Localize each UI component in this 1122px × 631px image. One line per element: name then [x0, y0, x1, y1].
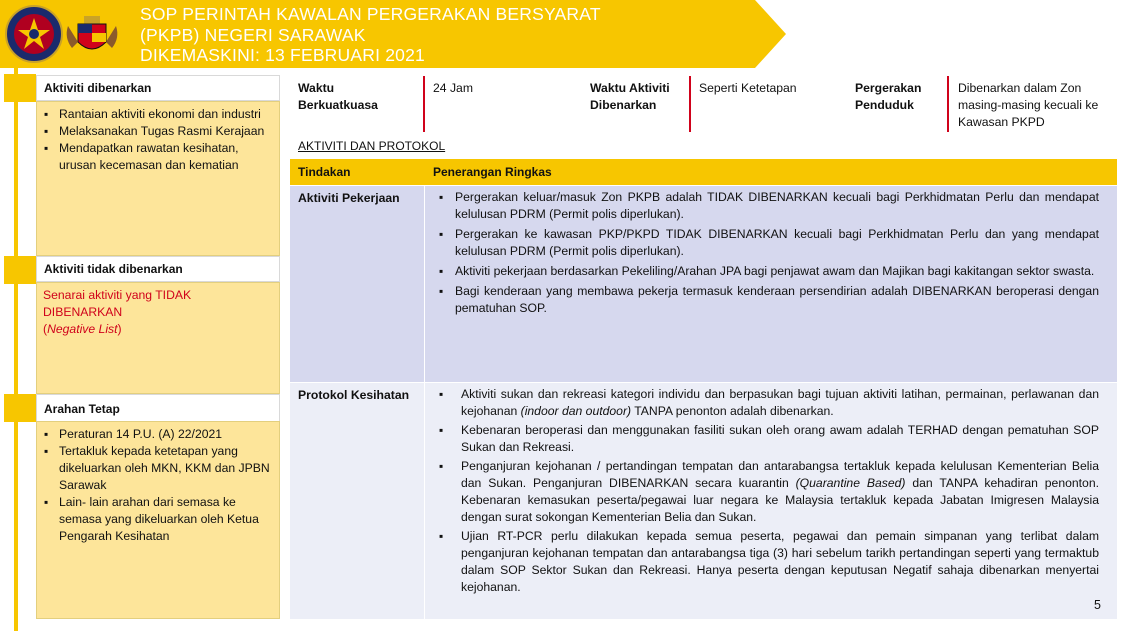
police-crest-icon	[4, 4, 64, 64]
list-item: ▪ Tertakluk kepada ketetapan yang dikeluarkan oleh MKN, KKM dan JPBN Sarawak	[43, 443, 271, 494]
allowed-list	[43, 106, 271, 174]
activity-time-label: Waktu Aktiviti Dibenarkan	[590, 81, 670, 112]
list-item: ▪ Peraturan 14 P.U. (A) 22/2021	[43, 426, 271, 443]
malaysia-coat-of-arms-icon	[62, 4, 122, 64]
not-allowed-heading: Aktiviti tidak dibenarkan	[36, 256, 280, 282]
page-number: 5	[1094, 598, 1101, 612]
row-description	[425, 383, 1117, 619]
section-title: AKTIVITI DAN PROTOKOL	[298, 139, 446, 153]
item-text: Penganjuran kejohanan / pertandingan tempatan dan antarabangsa tertakluk kepada kelulusan Kementerian Belia dan Sukan. Penganjuran DIBENARKAN secara kuarantin	[461, 459, 1099, 490]
movement-label: Pergerakan Penduduk	[855, 81, 922, 112]
standing-orders-heading: Arahan Tetap	[36, 394, 280, 422]
allowed-panel	[36, 101, 280, 256]
row-description	[425, 186, 1117, 382]
title-line-1: SOP PERINTAH KAWALAN PERGERAKAN BERSYARAT	[140, 4, 601, 24]
list-item	[437, 386, 1099, 420]
list-item	[437, 458, 1099, 526]
list-item: ▪ Melaksanakan Tugas Rasmi Kerajaan	[43, 123, 271, 140]
item-text: dan TANPA kehadiran penonton. Kebenaran kemasukan peserta/pegawai luar negara ke Malaysia tertakluk kepada Jabatan Imigresen Malaysia dengan surat sokongan Kementerian Belia dan Sukan.	[461, 476, 1099, 524]
list-item: ▪ Kebenaran beroperasi dan menggunakan fasiliti sukan oleh orang awam adalah TERHAD dengan pematuhan SOP Sukan dan Rekreasi.	[437, 422, 1099, 456]
activity-time-value: Seperti Ketetapan	[699, 81, 797, 95]
list-item: ▪ Lain- lain arahan dari semasa ke semasa yang dikeluarkan oleh Ketua Pengarah Kesihatan	[43, 494, 271, 545]
list-item: ▪ Rantaian aktiviti ekonomi dan industri	[43, 106, 271, 123]
negative-list-paren-open: (	[43, 322, 48, 336]
list-item: ▪ Pergerakan ke kawasan PKP/PKPD TIDAK DIBENARKAN kecuali bagi Perkhidmatan Perlu dan yang mendapat kelulusan PDRM (Permit polis diperlukan).	[437, 226, 1099, 260]
page-title	[140, 4, 760, 66]
list-item: ▪ Pergerakan keluar/masuk Zon PKPB adalah TIDAK DIBENARKAN kecuali bagi Perkhidmatan Perlu dan mendapat kelulusan PDRM (Permit polis diperlukan).	[437, 189, 1099, 223]
section-marker-allowed	[4, 74, 36, 102]
list-item: ▪ Aktiviti pekerjaan berdasarkan Pekeliling/Arahan JPA bagi penjawat awam dan Majikan bagi kakitangan sektor swasta.	[437, 263, 1099, 280]
negative-list-italic: Negative List	[47, 322, 118, 336]
column-header-action: Tindakan	[298, 165, 351, 179]
title-line-3: DIKEMASKINI: 13 FEBRUARI 2021	[140, 45, 425, 65]
table-row	[290, 186, 1117, 382]
movement-value: Dibenarkan dalam Zon masing-masing kecuali ke Kawasan PKPD	[958, 81, 1099, 129]
table-row	[290, 383, 1117, 619]
not-allowed-panel	[36, 282, 280, 394]
separator-1	[423, 76, 425, 132]
effective-value: 24 Jam	[433, 81, 473, 95]
item-italic: (indoor dan outdoor)	[520, 404, 632, 418]
item-italic: (Quarantine Based)	[795, 476, 906, 490]
left-stripe	[14, 68, 18, 631]
negative-list-text: Senarai aktiviti yang TIDAK DIBENARKAN	[43, 288, 192, 319]
negative-list-paren-close: )	[117, 322, 122, 336]
list-item: ▪ Mendapatkan rawatan kesihatan, urusan kecemasan dan kematian	[43, 140, 271, 174]
column-header-description: Penerangan Ringkas	[433, 165, 552, 179]
row-label-health-protocol: Protokol Kesihatan	[290, 383, 424, 619]
section-marker-not-allowed	[4, 256, 36, 284]
effective-label: Waktu Berkuatkuasa	[298, 81, 378, 112]
item-text: Aktiviti sukan dan rekreasi kategori individu dan berpasukan bagi tujuan aktiviti latihan, permainan, perlawanan dan kejohanan	[461, 387, 1099, 418]
list-item: ▪ Ujian RT-PCR perlu dilakukan kepada semua peserta, pegawai dan pemain simpanan yang terlibat dalam penganjuran kejohanan tempatan dan antarabangsa tiga (3) hari sebelum tarikh pertandingan seperti yang termaktub dalam SOP Sektor Sukan dan Rekreasi. Hanya peserta dengan keputusan Negatif sahaja dibenarkan menyertai kejohanan.	[437, 528, 1099, 596]
separator-2	[689, 76, 691, 132]
title-line-2: (PKPB) NEGERI SARAWAK	[140, 24, 366, 45]
standing-orders-list	[43, 426, 271, 545]
list-item: ▪ Bagi kenderaan yang membawa pekerja termasuk kenderaan persendirian adalah DIBENARKAN beroperasi dengan pematuhan SOP.	[437, 283, 1099, 317]
negative-list-note	[43, 287, 271, 338]
section-marker-standing-orders	[4, 394, 36, 422]
table-header	[290, 159, 1117, 185]
row-label-work-activity: Aktiviti Pekerjaan	[290, 186, 424, 382]
item-text: TANPA penonton adalah dibenarkan.	[631, 404, 834, 418]
separator-3	[947, 76, 949, 132]
allowed-heading: Aktiviti dibenarkan	[36, 75, 280, 101]
standing-orders-panel	[36, 421, 280, 619]
